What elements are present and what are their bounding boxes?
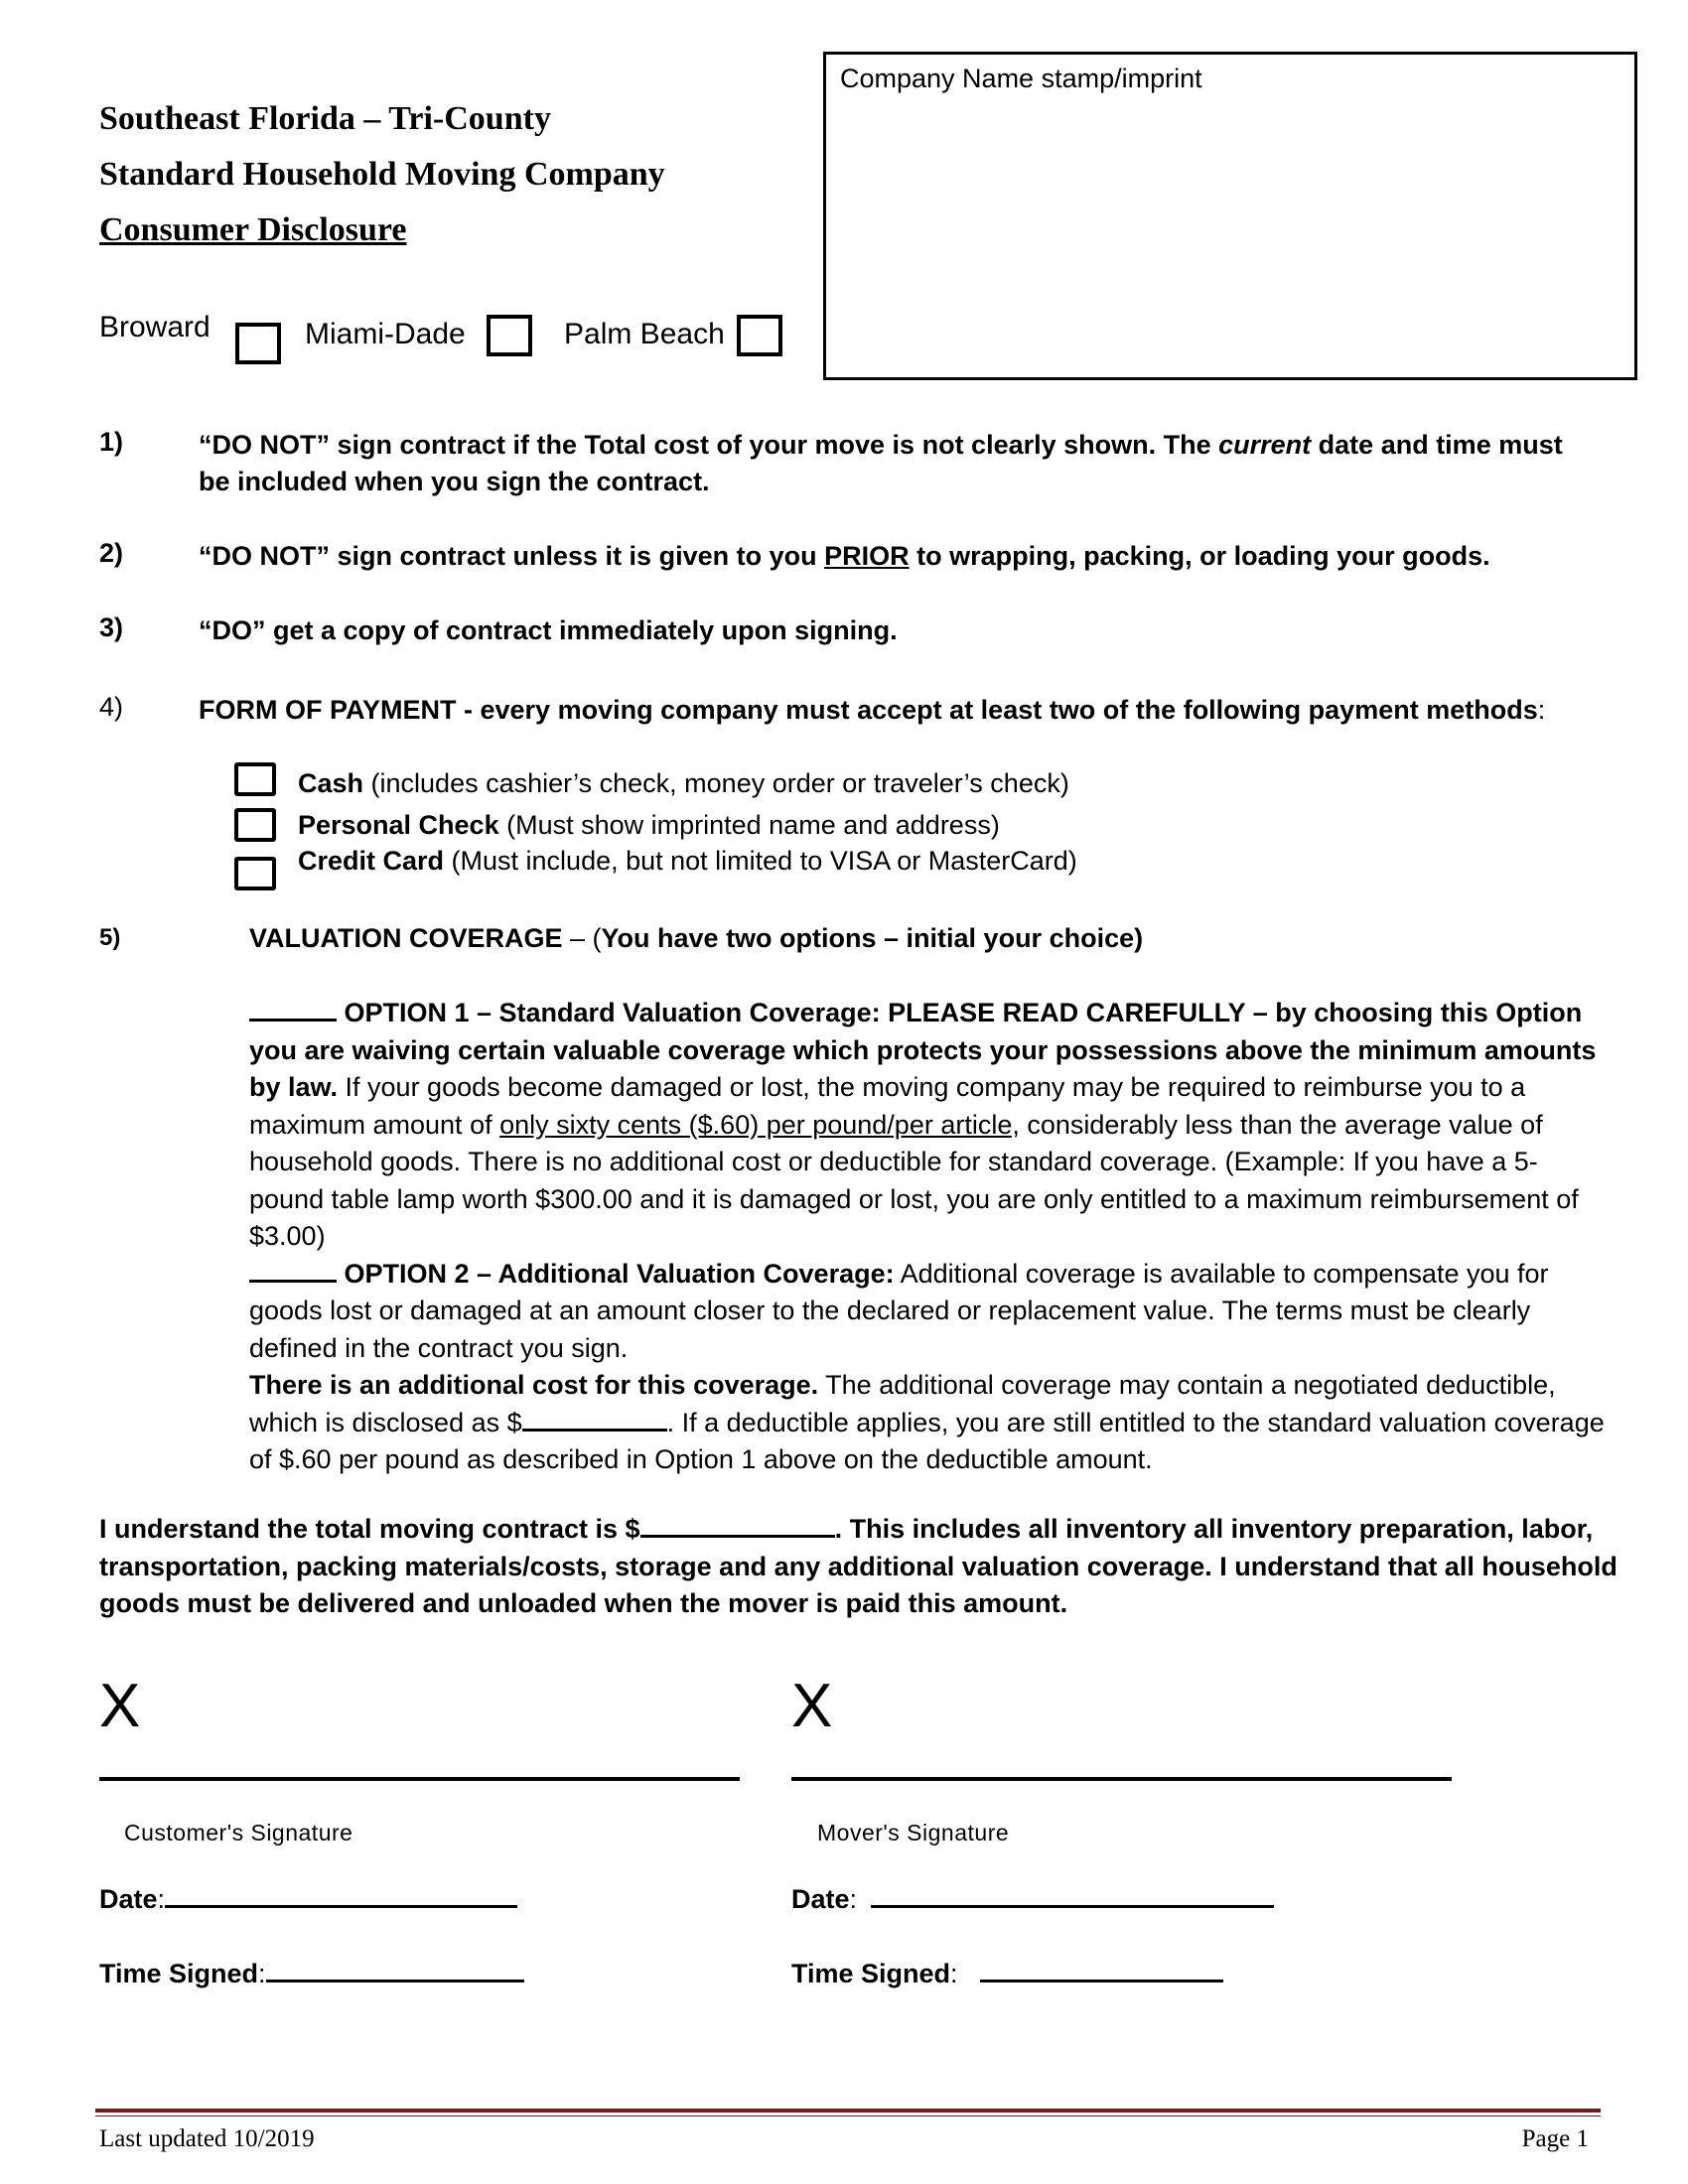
item-2-text: “DO NOT” sign contract unless it is given to you PRIOR to wrapping, packing, or loading your goods. bbox=[199, 541, 1490, 571]
county-checkbox-broward[interactable] bbox=[235, 323, 281, 364]
mover-date: Date: bbox=[791, 1881, 1274, 1915]
title-line-1: Southeast Florida – Tri-County bbox=[99, 100, 551, 137]
customer-date: Date: bbox=[99, 1881, 517, 1915]
valuation-options: OPTION 1 – Standard Valuation Coverage: PLEASE READ CAREFULLY – by choosing this Option you are waiving certain valuable coverage which protects your possessions above the minimum amounts by law. If your goods become damaged or lost, the moving company may be required to reimburse you to a maximum amount of only sixty cents ($.60) per pound/per article, considerably less than the average value of household goods. There is no additional cost or deductible for standard coverage. (Example: If you have a 5-pound table lamp worth $300.00 and it is damaged or lost, you are only entitled to a maximum reimbursement of $3.00) OPTION 2 – Additional Valuation Coverage: Additional coverage is available to compensate you for goods lost or damaged at an amount closer to the declared or replacement value. The terms must be clearly defined in the contract you sign. There is an additional cost for this coverage. The additional coverage may contain a negotiated deductible, which is disclosed as $ . If a deductible applies, you are still entitled to the standard valuation coverage of $.60 per pound as described in Option 1 above on the deductible amount. bbox=[249, 995, 1610, 1479]
payment-checkbox-cash[interactable] bbox=[234, 762, 276, 796]
item-4-text: FORM OF PAYMENT - every moving company must accept at least two of the following payment methods: bbox=[199, 695, 1546, 725]
deductible-amount-blank[interactable] bbox=[522, 1405, 667, 1432]
customer-signature-label: Customer's Signature bbox=[124, 1820, 353, 1845]
mover-signature-x: X bbox=[791, 1672, 833, 1740]
mover-signature-label: Mover's Signature bbox=[817, 1820, 1010, 1845]
payment-checkbox-credit-card[interactable] bbox=[234, 857, 276, 890]
county-label-palm-beach: Palm Beach bbox=[564, 318, 725, 350]
option-2-initial-blank[interactable] bbox=[249, 1256, 337, 1283]
customer-time-blank[interactable] bbox=[266, 1956, 524, 1982]
mover-time: Time Signed: bbox=[791, 1956, 1223, 1989]
company-stamp-label: Company Name stamp/imprint bbox=[840, 64, 1202, 93]
customer-signature-x: X bbox=[99, 1672, 141, 1740]
item-3-text: “DO” get a copy of contract immediately upon signing. bbox=[199, 615, 898, 645]
mover-date-blank[interactable] bbox=[871, 1881, 1274, 1908]
county-checkbox-palm-beach[interactable] bbox=[737, 315, 782, 356]
footer-rule bbox=[95, 2109, 1601, 2113]
payment-personal-check: Personal Check (Must show imprinted name and address) bbox=[298, 810, 1000, 840]
option-1-initial-blank[interactable] bbox=[249, 995, 337, 1022]
mover-signature-line[interactable] bbox=[791, 1777, 1452, 1781]
title-line-2: Standard Household Moving Company bbox=[99, 156, 665, 193]
county-checkbox-miami-dade[interactable] bbox=[487, 315, 532, 356]
payment-checkbox-personal-check[interactable] bbox=[234, 808, 276, 842]
customer-time: Time Signed: bbox=[99, 1956, 524, 1989]
footer-last-updated: Last updated 10/2019 bbox=[99, 2125, 315, 2152]
county-label-miami-dade: Miami-Dade bbox=[305, 318, 466, 350]
item-1-text: “DO NOT” sign contract if the Total cost of your move is not clearly shown. The current date and time must be included when you sign the contract. bbox=[199, 430, 1563, 496]
item-2-number: 2) bbox=[99, 538, 124, 568]
mover-time-blank[interactable] bbox=[980, 1956, 1223, 1982]
payment-credit-card: Credit Card (Must include, but not limited to VISA or MasterCard) bbox=[298, 846, 1077, 876]
payment-cash: Cash (includes cashier’s check, money order or traveler’s check) bbox=[298, 768, 1069, 798]
agreement-paragraph: I understand the total moving contract is $ . This includes all inventory all inventory preparation, labor, transportation, packing materials/costs, storage and any additional valuation coverage. I understand that all household goods must be delivered and unloaded when the mover is paid this amount. bbox=[99, 1511, 1618, 1623]
county-label-broward: Broward bbox=[99, 311, 211, 343]
title-line-3: Consumer Disclosure bbox=[99, 211, 407, 248]
total-contract-blank[interactable] bbox=[640, 1511, 835, 1538]
company-stamp-box bbox=[823, 52, 1637, 380]
item-5-number: 5) bbox=[99, 924, 121, 951]
footer-page-number: Page 1 bbox=[1521, 2125, 1589, 2152]
valuation-heading: VALUATION COVERAGE – (You have two options – initial your choice) bbox=[249, 923, 1144, 953]
item-1-number: 1) bbox=[99, 427, 124, 457]
customer-signature-line[interactable] bbox=[99, 1777, 740, 1781]
item-3-number: 3) bbox=[99, 613, 124, 642]
item-4-number: 4) bbox=[99, 692, 124, 722]
customer-date-blank[interactable] bbox=[165, 1881, 517, 1908]
